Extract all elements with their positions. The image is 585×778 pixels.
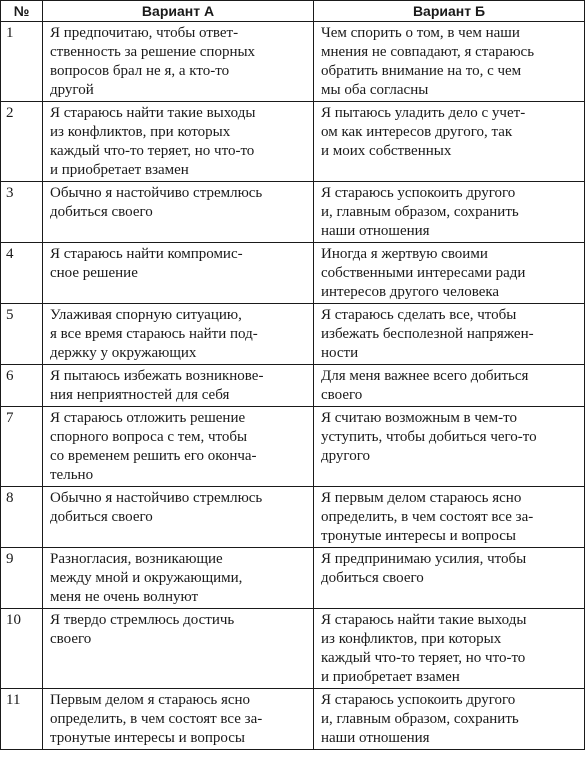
row-number: 3 <box>1 182 43 243</box>
row-number: 6 <box>1 365 43 407</box>
variant-b-cell: Я стараюсь успокоить другого и, главным образом, сохранить наши отношения <box>314 689 585 750</box>
variant-a-cell: Улаживая спорную ситуацию, я все время стараюсь найти под- держку у окружающих <box>43 304 314 365</box>
row-number: 5 <box>1 304 43 365</box>
table-row <box>1 182 585 243</box>
variant-b-cell: Чем спорить о том, в чем наши мнения не совпадают, я стараюсь обратить внимание на то, с чем мы оба согласны <box>314 22 585 102</box>
column-header-variant-a: Вариант А <box>43 1 314 22</box>
variant-b-cell: Я первым делом стараюсь ясно определить, в чем состоят все за- тронутые интересы и вопросы <box>314 487 585 548</box>
table-row <box>1 102 585 182</box>
table-row <box>1 22 585 102</box>
table-row <box>1 365 585 407</box>
row-number: 4 <box>1 243 43 304</box>
variant-a-cell: Я стараюсь найти такие выходы из конфликтов, при которых каждый что-то теряет, но что-то и приобретает взамен <box>43 102 314 182</box>
row-number: 1 <box>1 22 43 102</box>
variant-b-cell: Я считаю возможным в чем-то уступить, чтобы добиться чего-то другого <box>314 407 585 487</box>
table-row <box>1 304 585 365</box>
table-row <box>1 243 585 304</box>
variant-a-cell: Я предпочитаю, чтобы ответ- ственность за решение спорных вопросов брал не я, а кто-то другой <box>43 22 314 102</box>
variant-a-cell: Я стараюсь отложить решение спорного вопроса с тем, чтобы со временем решить его оконча- тельно <box>43 407 314 487</box>
table-row <box>1 487 585 548</box>
column-header-number: № <box>1 1 43 22</box>
row-number: 10 <box>1 609 43 689</box>
variant-a-cell: Первым делом я стараюсь ясно определить, в чем состоят все за- тронутые интересы и вопросы <box>43 689 314 750</box>
table-row <box>1 548 585 609</box>
variant-a-cell: Я стараюсь найти компромис- сное решение <box>43 243 314 304</box>
table-row <box>1 407 585 487</box>
table-row <box>1 689 585 750</box>
variant-b-cell: Для меня важнее всего добиться своего <box>314 365 585 407</box>
column-header-variant-b: Вариант Б <box>314 1 585 22</box>
variant-b-cell: Я предпринимаю усилия, чтобы добиться своего <box>314 548 585 609</box>
row-number: 8 <box>1 487 43 548</box>
variant-b-cell: Я стараюсь сделать все, чтобы избежать бесполезной напряжен- ности <box>314 304 585 365</box>
variant-b-cell: Я пытаюсь уладить дело с учет- ом как интересов другого, так и моих собственных <box>314 102 585 182</box>
variant-b-cell: Я стараюсь успокоить другого и, главным образом, сохранить наши отношения <box>314 182 585 243</box>
row-number: 2 <box>1 102 43 182</box>
variant-b-cell: Я стараюсь найти такие выходы из конфликтов, при которых каждый что-то теряет, но что-то и приобретает взамен <box>314 609 585 689</box>
row-number: 9 <box>1 548 43 609</box>
table-row <box>1 609 585 689</box>
variant-b-cell: Иногда я жертвую своими собственными интересами ради интересов другого человека <box>314 243 585 304</box>
variant-a-cell: Разногласия, возникающие между мной и окружающими, меня не очень волнуют <box>43 548 314 609</box>
variant-a-cell: Я твердо стремлюсь достичь своего <box>43 609 314 689</box>
table-header-row <box>1 1 585 22</box>
variant-a-cell: Обычно я настойчиво стремлюсь добиться своего <box>43 182 314 243</box>
row-number: 7 <box>1 407 43 487</box>
variant-a-cell: Обычно я настойчиво стремлюсь добиться своего <box>43 487 314 548</box>
row-number: 11 <box>1 689 43 750</box>
variant-a-cell: Я пытаюсь избежать возникнове- ния неприятностей для себя <box>43 365 314 407</box>
